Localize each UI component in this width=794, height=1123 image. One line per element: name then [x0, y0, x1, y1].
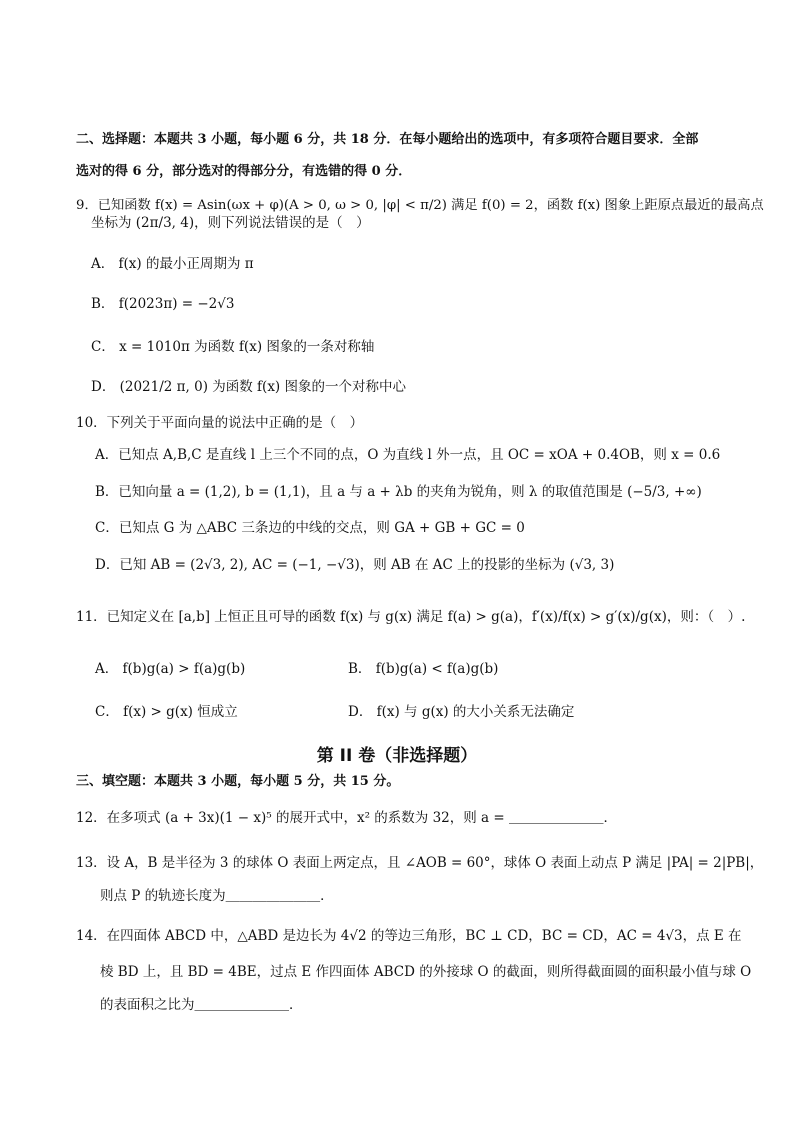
- section2-header-line2: 选对的得 6 分，部分选对的得部分分，有选错的得 0 分．: [76, 164, 412, 179]
- part2-title: 第 II 卷（非选择题）: [316, 746, 478, 766]
- section2-header-line1: 二、选择题：本题共 3 小题，每小题 6 分，共 18 分．在每小题给出的选项中，有多项符合题目要求．全部: [76, 132, 699, 147]
- option-d: D． f(x) 与 g(x) 的大小关系无法确定: [348, 704, 575, 720]
- option-c: C．已知点 G 为 △ABC 三条边的中线的交点，则 GA + GB + GC = 0: [95, 520, 525, 536]
- section3-header: 三、填空题：本题共 3 小题，每小题 5 分，共 15 分。: [76, 774, 400, 789]
- question-stem: 的表面积之比为＿＿＿＿＿＿＿．: [100, 997, 303, 1013]
- question-stem: 坐标为 (2π/3, 4)，则下列说法错误的是（ ）: [91, 215, 370, 231]
- option-a: A． f(b)g(a) > f(a)g(b): [95, 661, 246, 677]
- option-b: B． f(b)g(a) < f(a)g(b): [348, 661, 499, 677]
- question-stem: 10．下列关于平面向量的说法中正确的是（ ）: [76, 415, 364, 431]
- question-stem: 9．已知函数 f(x) = Asin(ωx + φ)(A > 0, ω > 0, |φ| < π/2) 满足 f(0) = 2，函数 f(x) 图象上距原点最近的最高点: [76, 198, 764, 213]
- option-d: D．已知 AB = (2√3, 2), AC = (−1, −√3)，则 AB 在 AC 上的投影的坐标为 (√3, 3): [95, 557, 615, 573]
- question-stem: 则点 P 的轨迹长度为＿＿＿＿＿＿＿．: [100, 888, 334, 904]
- option-c: C． x = 1010π 为函数 f(x) 图象的一条对称轴: [91, 339, 375, 355]
- question-stem: 棱 BD 上，且 BD = 4BE，过点 E 作四面体 ABCD 的外接球 O 的截面，则所得截面圆的面积最小值与球 O: [100, 964, 752, 980]
- option-b: B．已知向量 a = (1,2), b = (1,1)，且 a 与 a + λb 的夹角为锐角，则 λ 的取值范围是 (−5/3, +∞): [95, 484, 702, 500]
- option-d: D． (2021/2 π, 0) 为函数 f(x) 图象的一个对称中心: [91, 379, 406, 395]
- option-a: A．已知点 A,B,C 是直线 l 上三个不同的点，O 为直线 l 外一点，且 OC = xOA + 0.4OB，则 x = 0.6: [95, 447, 721, 463]
- question-stem: 14．在四面体 ABCD 中，△ABD 是边长为 4√2 的等边三角形，BC ⊥ CD，BC = CD，AC = 4√3，点 E 在: [76, 928, 742, 944]
- question-stem: 11．已知定义在 [a,b] 上恒正且可导的函数 f(x) 与 g(x) 满足 f(a) > g(a)，f′(x)/f(x) > g′(x)/g(x)，则：（ ）.: [76, 609, 746, 625]
- question-stem: 12．在多项式 (a + 3x)(1 − x)⁵ 的展开式中，x² 的系数为 32，则 a = ＿＿＿＿＿＿＿．: [76, 810, 618, 826]
- option-c: C． f(x) > g(x) 恒成立: [95, 704, 238, 720]
- option-a: A． f(x) 的最小正周期为 π: [91, 256, 254, 272]
- option-b: B． f(2023π) = −2√3: [91, 296, 235, 312]
- question-stem: 13．设 A，B 是半径为 3 的球体 O 表面上两定点，且 ∠AOB = 60°，球体 O 表面上动点 P 满足 |PA| = 2|PB|，: [76, 855, 764, 871]
